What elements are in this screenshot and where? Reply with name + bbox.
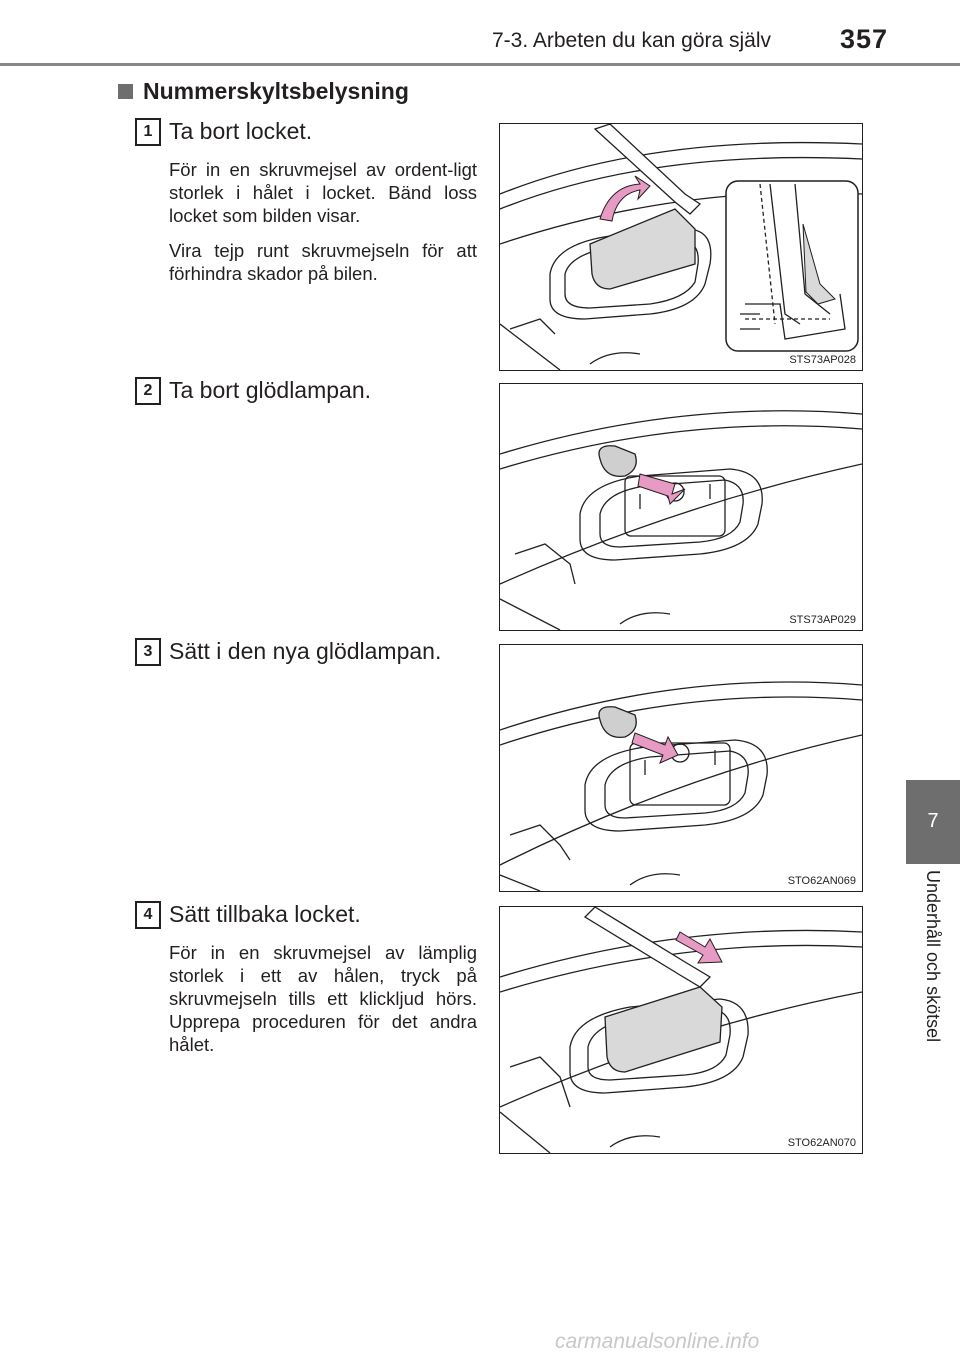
step-number-2: 2: [135, 377, 161, 405]
figure-remove-bulb: [499, 383, 863, 631]
figure-code-2: STS73AP029: [789, 614, 856, 626]
remove-cover-illustration: [500, 124, 862, 370]
chapter-label: Underhåll och skötsel: [923, 870, 943, 1043]
step-4-paragraph-1: För in en skruvmejsel av lämplig storlek i ett av hålen, tryck på skruvmejseln tills ett klickljud hörs. Upprepa proceduren för det andra hålet.: [169, 942, 477, 1055]
step-title-4: Sätt tillbaka locket.: [169, 901, 361, 927]
header-rule: [0, 63, 960, 66]
page-number: 357: [840, 24, 889, 54]
replace-cover-illustration: [500, 907, 862, 1153]
insert-bulb-illustration: [500, 645, 862, 891]
chapter-number: 7: [927, 810, 939, 832]
remove-bulb-illustration: [500, 384, 862, 630]
watermark: carmanualsonline.info: [555, 1330, 760, 1353]
figure-code-4: STO62AN070: [787, 1137, 856, 1149]
figure-code-3: STO62AN069: [787, 875, 856, 887]
step-1-paragraph-2: Vira tejp runt skruvmejseln för att förhindra skador på bilen.: [169, 240, 477, 284]
figure-replace-cover: [499, 906, 863, 1154]
step-body-1: [169, 158, 477, 297]
step-title-3: Sätt i den nya glödlampan.: [169, 638, 442, 664]
chapter-tab: [906, 780, 960, 864]
square-bullet-icon: [118, 84, 133, 99]
step-title-1: Ta bort locket.: [169, 118, 313, 144]
header-section-title: 7-3. Arbeten du kan göra själv: [492, 29, 772, 52]
step-1-paragraph-1: För in en skruvmejsel av ordent-ligt storlek i hålet i locket. Bänd loss locket som bilden visar.: [169, 159, 477, 226]
step-body-4: [169, 941, 477, 1068]
step-number-4: 4: [135, 901, 161, 929]
page-header: [0, 0, 960, 60]
figure-remove-cover: [499, 123, 863, 371]
step-title-2: Ta bort glödlampan.: [169, 377, 372, 403]
section-title: [118, 78, 409, 105]
figure-code-1: STS73AP028: [789, 354, 856, 366]
section-title-text: Nummerskyltsbelysning: [143, 78, 409, 104]
figure-insert-bulb: [499, 644, 863, 892]
step-number-1: 1: [135, 118, 161, 146]
step-number-3: 3: [135, 638, 161, 666]
